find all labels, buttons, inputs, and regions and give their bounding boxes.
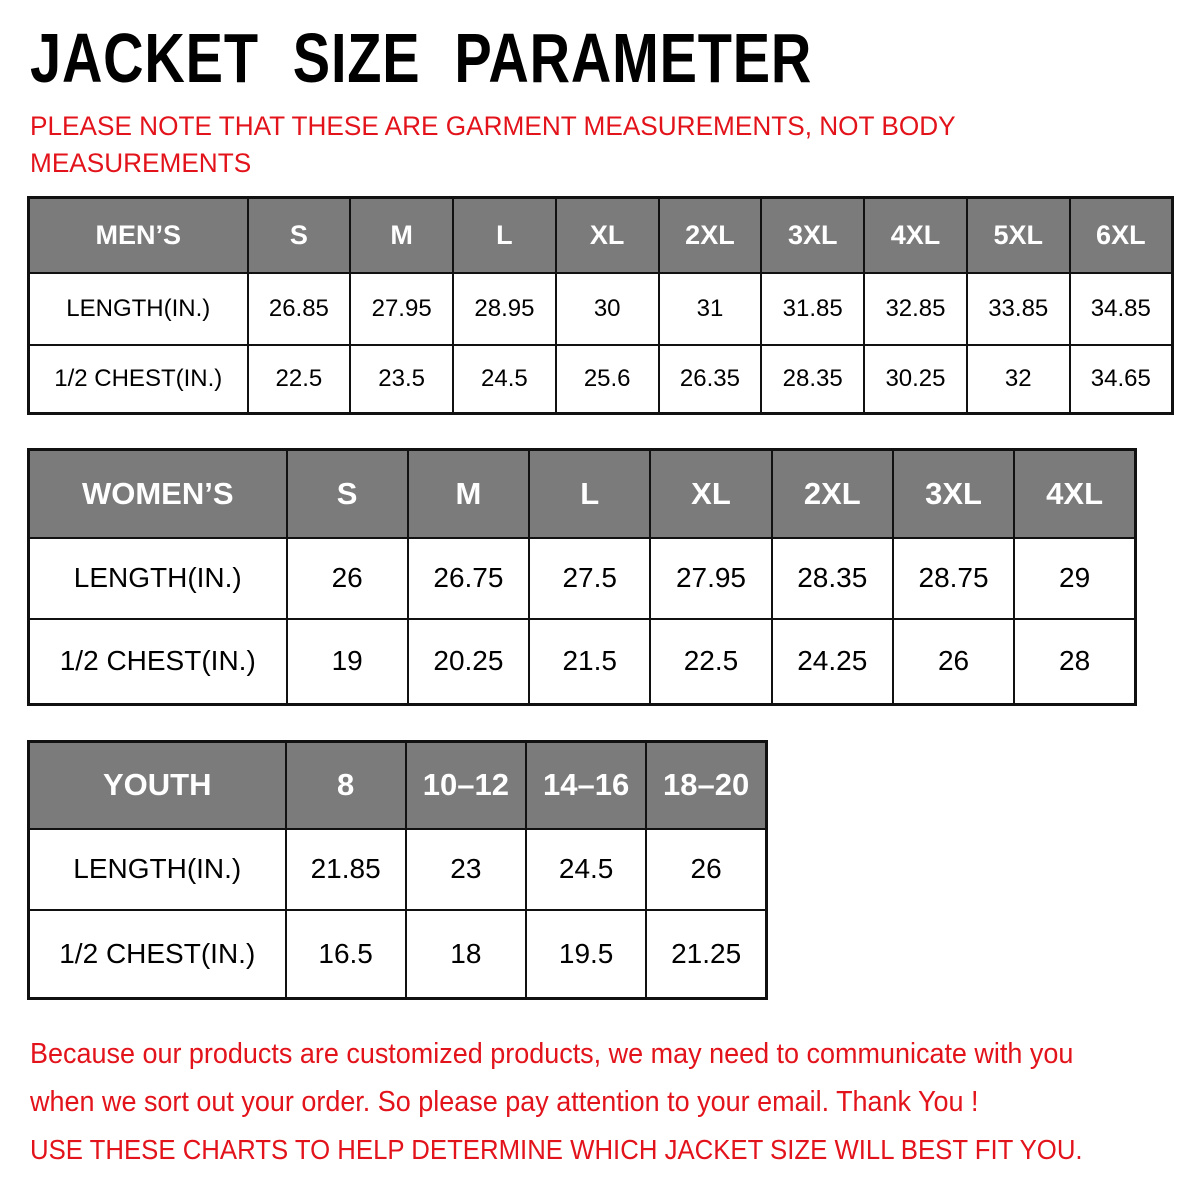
size-value-cell: 28.95	[453, 273, 556, 345]
size-header-cell: 4XL	[1014, 450, 1135, 538]
size-value-cell: 34.85	[1070, 273, 1173, 345]
size-value-cell: 21.85	[286, 829, 406, 910]
size-value-cell: 22.5	[248, 345, 351, 414]
size-value-cell: 28.75	[893, 538, 1014, 619]
youth-header-row	[29, 742, 767, 829]
size-header-cell: 14–16	[526, 742, 646, 829]
size-value-cell: 26	[287, 538, 408, 619]
size-value-cell: 30.25	[864, 345, 967, 414]
size-value-cell: 27.95	[350, 273, 453, 345]
size-header-cell: M	[408, 450, 529, 538]
size-value-cell: 28	[1014, 619, 1135, 705]
note-line-1: PLEASE NOTE THAT THESE ARE GARMENT MEASUREMENTS, NOT BODY	[30, 111, 956, 141]
size-value-cell: 20.25	[408, 619, 529, 705]
size-header-cell: 10–12	[406, 742, 526, 829]
size-value-cell: 31.85	[761, 273, 864, 345]
size-header-cell: 8	[286, 742, 406, 829]
mens-chest-row	[29, 345, 1173, 414]
measure-label-cell: LENGTH(IN.)	[29, 538, 287, 619]
size-value-cell: 26.35	[659, 345, 762, 414]
size-value-cell: 31	[659, 273, 762, 345]
size-value-cell: 26	[893, 619, 1014, 705]
measure-label-cell: LENGTH(IN.)	[29, 273, 248, 345]
womens-chest-row	[29, 619, 1136, 705]
womens-size-table	[27, 448, 1137, 706]
size-value-cell: 19	[287, 619, 408, 705]
mens-header-row	[29, 198, 1173, 273]
size-value-cell: 24.25	[772, 619, 893, 705]
size-header-cell: S	[287, 450, 408, 538]
customization-notice	[30, 1030, 1073, 1126]
womens-length-row	[29, 538, 1136, 619]
size-header-cell: S	[248, 198, 351, 273]
size-value-cell: 32	[967, 345, 1070, 414]
mens-table-title-cell: MEN’S	[29, 198, 248, 273]
garment-measurement-note	[30, 108, 956, 182]
measure-label-cell: 1/2 CHEST(IN.)	[29, 619, 287, 705]
size-value-cell: 24.5	[526, 829, 646, 910]
size-header-cell: 3XL	[761, 198, 864, 273]
size-header-cell: 2XL	[659, 198, 762, 273]
note-line-2: MEASUREMENTS	[30, 148, 252, 178]
measure-label-cell: 1/2 CHEST(IN.)	[29, 910, 286, 999]
size-value-cell: 32.85	[864, 273, 967, 345]
size-value-cell: 22.5	[650, 619, 771, 705]
size-value-cell: 26	[646, 829, 766, 910]
mens-length-row	[29, 273, 1173, 345]
page-title: JACKET SIZE PARAMETER	[30, 19, 813, 97]
size-header-cell: M	[350, 198, 453, 273]
size-header-cell: 18–20	[646, 742, 766, 829]
size-value-cell: 33.85	[967, 273, 1070, 345]
customization-notice-line-2: when we sort out your order. So please pay attention to your email. Thank You !	[30, 1086, 979, 1118]
size-value-cell: 26.85	[248, 273, 351, 345]
size-value-cell: 19.5	[526, 910, 646, 999]
measure-label-cell: 1/2 CHEST(IN.)	[29, 345, 248, 414]
youth-table-title-cell: YOUTH	[29, 742, 286, 829]
size-header-cell: L	[529, 450, 650, 538]
size-header-cell: XL	[556, 198, 659, 273]
customization-notice-line-1: Because our products are customized products, we may need to communicate with you	[30, 1038, 1074, 1070]
size-value-cell: 29	[1014, 538, 1135, 619]
measure-label-cell: LENGTH(IN.)	[29, 829, 286, 910]
size-value-cell: 16.5	[286, 910, 406, 999]
size-value-cell: 27.95	[650, 538, 771, 619]
size-value-cell: 21.25	[646, 910, 766, 999]
size-value-cell: 21.5	[529, 619, 650, 705]
size-header-cell: 2XL	[772, 450, 893, 538]
size-header-cell: L	[453, 198, 556, 273]
mens-size-table	[27, 196, 1174, 415]
size-value-cell: 26.75	[408, 538, 529, 619]
size-value-cell: 28.35	[772, 538, 893, 619]
size-value-cell: 28.35	[761, 345, 864, 414]
youth-chest-row	[29, 910, 767, 999]
size-value-cell: 30	[556, 273, 659, 345]
size-value-cell: 24.5	[453, 345, 556, 414]
size-header-cell: 4XL	[864, 198, 967, 273]
youth-size-table	[27, 740, 768, 1000]
womens-header-row	[29, 450, 1136, 538]
size-value-cell: 23.5	[350, 345, 453, 414]
size-value-cell: 23	[406, 829, 526, 910]
size-header-cell: 6XL	[1070, 198, 1173, 273]
fit-advice-text: USE THESE CHARTS TO HELP DETERMINE WHICH JACKET SIZE WILL BEST FIT YOU.	[30, 1134, 1083, 1165]
size-value-cell: 27.5	[529, 538, 650, 619]
womens-table-title-cell: WOMEN’S	[29, 450, 287, 538]
youth-length-row	[29, 829, 767, 910]
size-value-cell: 18	[406, 910, 526, 999]
size-header-cell: 5XL	[967, 198, 1070, 273]
size-header-cell: 3XL	[893, 450, 1014, 538]
size-value-cell: 25.6	[556, 345, 659, 414]
size-header-cell: XL	[650, 450, 771, 538]
size-value-cell: 34.65	[1070, 345, 1173, 414]
